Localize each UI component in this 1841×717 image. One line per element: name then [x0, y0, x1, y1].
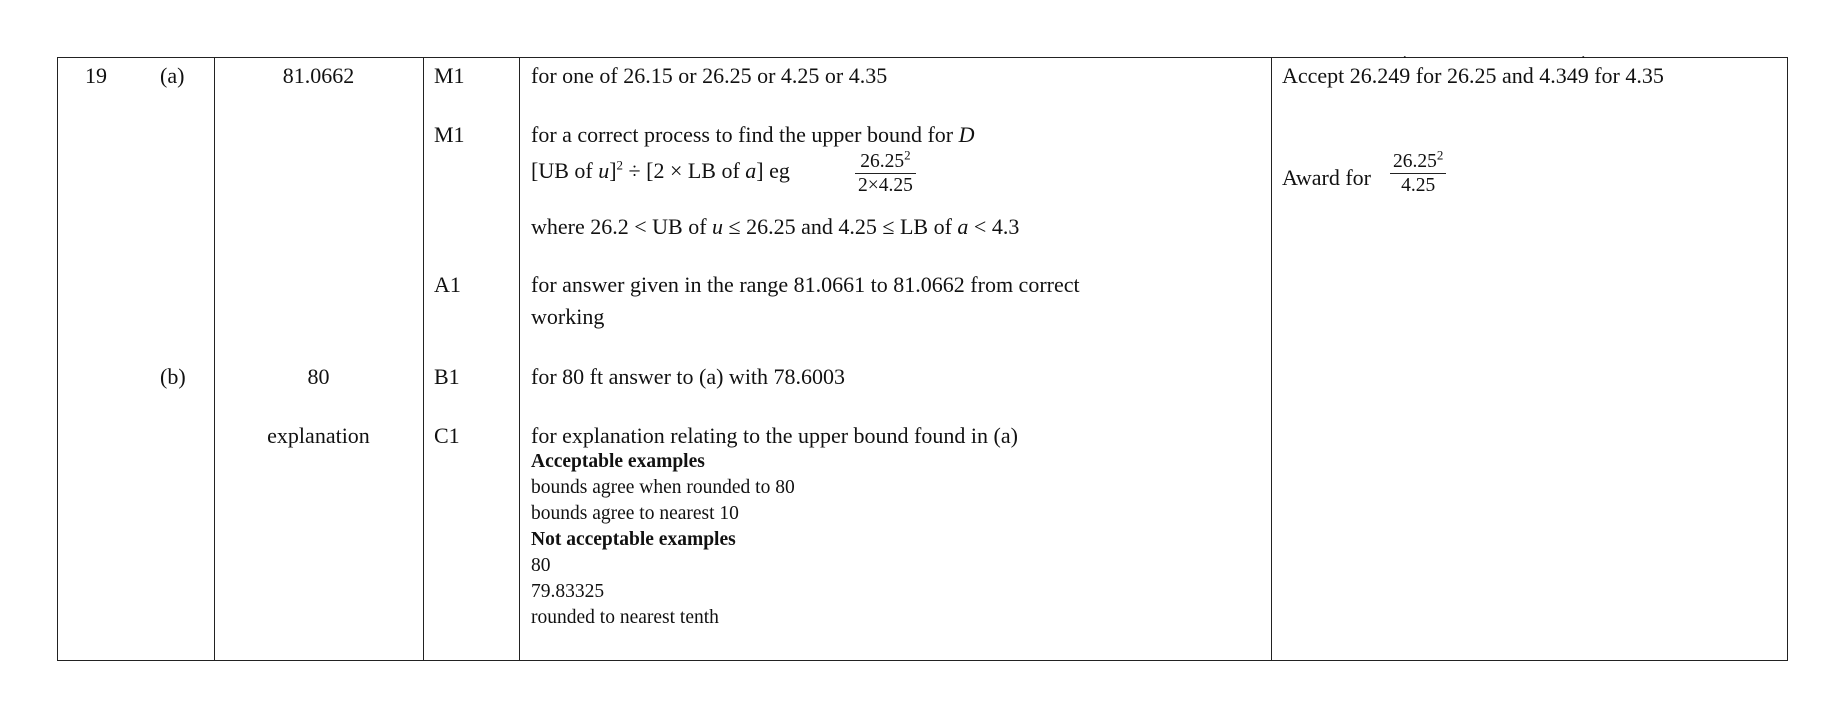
part-label-b: (b): [160, 364, 186, 389]
not-acceptable-example: rounded to nearest tenth: [531, 607, 719, 628]
acceptable-example: bounds agree when rounded to 80: [531, 477, 795, 498]
mark-code: C1: [434, 423, 460, 448]
answer-b-explanation: explanation: [267, 423, 370, 448]
column-divider: [1271, 58, 1272, 660]
part-label-a: (a): [160, 63, 185, 88]
not-acceptable-example: 80: [531, 555, 551, 576]
mark-note: working: [531, 304, 605, 329]
mark-note: for one of 26.15 or 26.25 or 4.25 or 4.35: [531, 63, 888, 88]
mark-scheme-table: [57, 57, 1788, 661]
question-number: 19: [85, 63, 107, 88]
acceptable-example: bounds agree to nearest 10: [531, 503, 739, 524]
acceptable-heading: Acceptable examples: [531, 451, 705, 472]
guidance-accept: Accept 26.24˙ 9 for 26.25 and 4.34˙ 9 for 4.35: [1282, 63, 1664, 88]
column-divider: [423, 58, 424, 660]
answer-b: 80: [307, 364, 330, 389]
guidance-award-label: Award for: [1282, 165, 1371, 190]
award-fraction: $\frac{26.25^2}{4.25}$: [1390, 150, 1446, 198]
mark-code: B1: [434, 364, 460, 389]
mark-code: M1: [434, 63, 465, 88]
upper-bound-formula: [UB of u]$^2$ ÷ [2 × LB of a] eg: [531, 157, 790, 183]
mark-note: for answer given in the range 81.0661 to 81.0662 from correct: [531, 272, 1080, 297]
not-acceptable-example: 79.83325: [531, 581, 605, 602]
column-divider: [214, 58, 215, 660]
not-acceptable-heading: Not acceptable examples: [531, 529, 736, 550]
mark-code: M1: [434, 122, 465, 147]
mark-note: for explanation relating to the upper bound found in (a): [531, 423, 1018, 448]
mark-code: A1: [434, 272, 461, 297]
mark-note: for a correct process to find the upper bound for D: [531, 122, 975, 147]
answer-a: 81.0662: [282, 63, 355, 88]
mark-note: where 26.2 < UB of u ≤ 26.25 and 4.25 ≤ LB of a < 4.3: [531, 214, 1020, 239]
example-fraction: $\frac{26.25^2}{2\times 4.25}$: [855, 150, 916, 198]
column-divider: [519, 58, 520, 660]
mark-note: for 80 ft answer to (a) with 78.6003: [531, 364, 846, 389]
